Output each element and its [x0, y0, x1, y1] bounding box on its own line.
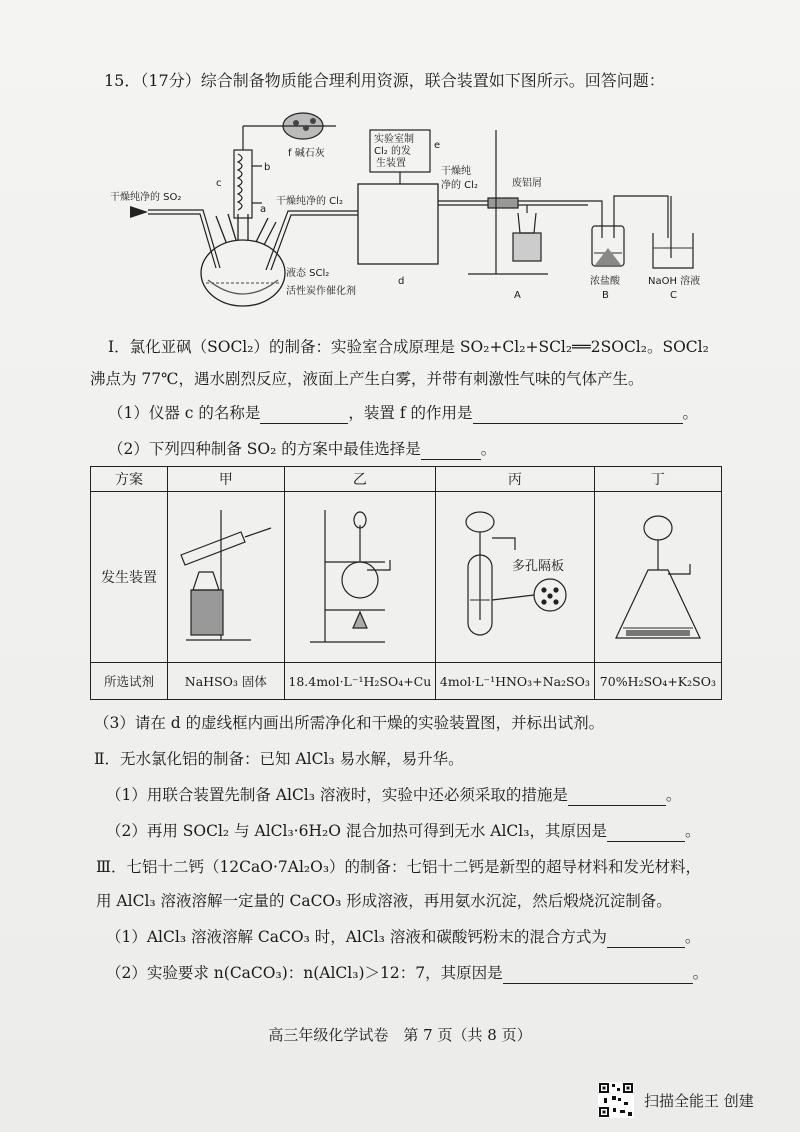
label-conc-hcl: 浓盐酸 — [590, 276, 620, 287]
apparatus-bing-image — [440, 500, 590, 650]
reagent-0: NaHSO₃ 固体 — [168, 663, 285, 700]
device-ding — [594, 492, 721, 663]
label-naoh: NaOH 溶液 — [648, 276, 701, 287]
row-device-label: 发生装置 — [91, 492, 168, 663]
combined-apparatus-diagram — [108, 108, 728, 313]
part1-intro-1: Ⅰ．氯化亚砜（SOCl₂）的制备：实验室合成原理是 SO₂+Cl₂+SCl₂══2SOCl₂。SOCl₂ — [108, 338, 709, 356]
label-lab-box-2: Cl₂ 的发 — [374, 146, 411, 157]
part2-q1: （1）用联合装置先制备 AlCl₃ 溶液时，实验中还必须采取的措施是 。 — [106, 786, 682, 804]
part1-intro-2: 沸点为 77℃，遇水剧烈反应，液面上产生白雾，并带有刺激性气味的气体产生。 — [90, 370, 644, 388]
part3-intro-1: Ⅲ．七铝十二钙（12CaO·7Al₂O₃）的制备：七铝十二钙是新型的超导材料和发光材料， — [96, 858, 702, 876]
label-d: d — [398, 276, 405, 287]
scheme-name-2: 丙 — [436, 467, 595, 492]
label-liquid-scl2: 液态 SCl₂ — [286, 268, 330, 279]
answer-blank-reason-1[interactable] — [607, 823, 685, 842]
scheme-name-3: 丁 — [594, 467, 721, 492]
device-bing — [436, 492, 595, 663]
part1-q3: （3）请在 d 的虚线框内画出所需净化和干燥的实验装置图，并标出试剂。 — [94, 714, 605, 732]
table-header-row — [91, 467, 722, 492]
brand-text: 扫描全能王 创建 — [644, 1092, 754, 1110]
label-catalyst: 活性炭作催化剂 — [286, 286, 356, 297]
label-b: b — [264, 162, 271, 173]
part2-q2: （2）再用 SOCl₂ 与 AlCl₃·6H₂O 混合加热可得到无水 AlCl₃，其原因是 。 — [106, 822, 701, 840]
table-device-row — [91, 492, 722, 663]
part1-q2: （2）下列四种制备 SO₂ 的方案中最佳选择是 。 — [108, 440, 497, 458]
label-lab-box-3: 生装置 — [376, 158, 406, 169]
apparatus-jia-image — [171, 500, 281, 650]
part3-q1: （1）AlCl₃ 溶液溶解 CaCO₃ 时，AlCl₃ 溶液和碳酸钙粉末的混合方式为 。 — [106, 928, 701, 946]
row-reagent-label: 所选试剂 — [91, 663, 168, 700]
part1-q1: （1）仪器 c 的名称是 ，装置 f 的作用是 。 — [108, 404, 699, 422]
label-C: C — [670, 290, 677, 301]
label-f: f 碱石灰 — [288, 148, 325, 159]
answer-blank-scheme[interactable] — [421, 441, 481, 460]
label-A: A — [514, 290, 521, 301]
question-header: 15．（17分）综合制备物质能合理利用资源，联合装置如下图所示。回答问题： — [104, 71, 665, 90]
reagent-1: 18.4mol·L⁻¹H₂SO₄+Cu — [284, 663, 435, 700]
label-c: c — [216, 178, 222, 189]
beaker-c — [653, 196, 693, 268]
so2-schemes-table — [90, 466, 722, 700]
bottle-b — [588, 196, 668, 266]
label-B: B — [602, 290, 609, 301]
part3-intro-2: 用 AlCl₃ 溶液溶解一定量的 CaCO₃ 形成溶液，再用氨水沉淀，然后煅烧沉淀制备。 — [96, 892, 672, 910]
label-so2-in: 干燥纯净的 SO₂ — [110, 192, 182, 203]
porous-plate-label: 多孔隔板 — [511, 559, 564, 574]
dashed-box-d — [358, 184, 438, 264]
col-header: 方案 — [91, 467, 168, 492]
label-a: a — [260, 204, 267, 215]
scheme-name-1: 乙 — [284, 467, 435, 492]
label-e: e — [434, 140, 441, 151]
device-jia — [168, 492, 285, 663]
qr-code-icon — [598, 1082, 634, 1118]
answer-blank-mixing[interactable] — [607, 929, 685, 948]
apparatus-yi-image — [305, 500, 415, 650]
answer-blank-f[interactable] — [473, 405, 683, 424]
part3-q2: （2）实验要求 n(CaCO₃)：n(AlCl₃)＞12：7，其原因是 。 — [106, 964, 709, 982]
device-yi — [284, 492, 435, 663]
part2-intro: Ⅱ．无水氯化铝的制备：已知 AlCl₃ 易水解，易升华。 — [94, 750, 464, 768]
reactor-a — [438, 130, 588, 274]
page-footer: 高三年级化学试卷 第 7 页（共 8 页） — [268, 1026, 532, 1044]
drying-tube-f — [283, 113, 336, 139]
label-cl2-in: 干燥纯净的 Cl₂ — [276, 196, 343, 207]
label-cl2-out-2: 净的 Cl₂ — [441, 180, 478, 191]
table-reagent-row — [91, 663, 722, 700]
answer-blank-reason-2[interactable] — [503, 965, 693, 984]
apparatus-ding-image — [598, 500, 718, 650]
reagent-3: 70%H₂SO₄+K₂SO₃ — [594, 663, 721, 700]
answer-blank-c[interactable] — [260, 405, 348, 424]
label-cl2-out-1: 干燥纯 — [441, 166, 471, 177]
label-scrap-al: 废铝屑 — [512, 178, 542, 189]
answer-blank-measure[interactable] — [568, 787, 666, 806]
scheme-name-0: 甲 — [168, 467, 285, 492]
reagent-2: 4mol·L⁻¹HNO₃+Na₂SO₃ — [436, 663, 595, 700]
label-lab-box-1: 实验室制 — [374, 134, 414, 145]
inlet-tubes — [130, 206, 358, 270]
